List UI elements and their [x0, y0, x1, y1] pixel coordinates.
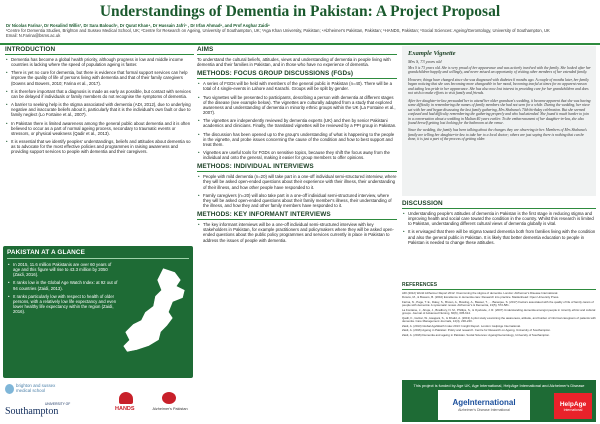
bsms-mark-icon [5, 384, 14, 394]
southampton-name: Southampton [5, 406, 59, 417]
vignette-title: Example Vignette [408, 50, 456, 57]
intro-bullet: • There is yet no cure for dementia, but there is evidence that formal support services can help improve the quality of life of persons living with dementia and that of their family caregivers (Downs and Bowers, 2010; Farina et al., 2017). [5, 70, 194, 85]
section-rule [197, 171, 397, 172]
fgd-heading: METHODS: FOCUS GROUP DISCUSSIONS (FGDs) [197, 70, 354, 78]
discussion-bullet: • Understanding people's attitudes of dementia in Pakistan is the first stage in reducing stigma and improving health and social care toward the condition in the country. Whilst this research is limited to Pakistan, understanding different cultural views of dementia globally is vital. [402, 211, 596, 226]
adi-name: Alzheimer's Disease International [458, 408, 510, 412]
section-rule [402, 208, 596, 209]
age-international-name: AgeInternational [452, 398, 516, 407]
methods-column [197, 46, 397, 246]
reference-item: Qadir, F., Gulzar, W., Haqqani, S., & Khalid, A. (2013) A pilot study examining the awareness, attitude, and burden of informal caregivers of patients with dementia. Care Management Journals, 14(4), 230-240. [402, 315, 596, 324]
section-rule [5, 54, 194, 55]
reference-item: Downs, M., & Bowers, B. (2010) Excellence in dementia care: Research into practice. Maidenhead: Open University Press. [402, 295, 560, 300]
poster-header [0, 0, 600, 44]
helpage-logo [554, 393, 592, 419]
discussion-bullet: • It is envisaged that there will be stigma toward dementia both from families living with the condition and also the general public in Pakistan. It is likely that better dementia education to people in Pakistan is needed to change these attitudes. [402, 229, 596, 244]
contact-email: Email: N.Farina@bsms.ac.uk [6, 33, 61, 38]
glance-heading: PAKISTAN AT A GLANCE [7, 249, 85, 256]
key-informant-heading: METHODS: KEY INFORMANT INTERVIEWS [197, 211, 331, 219]
intro-bullet: • It is therefore important that a diagnosis is made as early as possible, but contact with services can be delayed if individuals or family members do not recognise the symptoms of dementia. [5, 89, 194, 99]
glance-bullet: • It ranks particularly low with respect to health of older persons, with a relatively low life expectancy and even lower healthy life expectancy within the region (Zaidi, 2016). [7, 294, 119, 314]
fgd-bullet: • A series of FGDs will be held with members of the general public in Pakistan (n=40). There will be a total of 4 single-events in Lahore and Karachi. Groups will be split by gender. [197, 81, 397, 91]
fgd-bullet: • The discussion has been opened up to the group's understanding of what is happening to the people in the vignette, and probe issues concerning the cause of the condition and how to best support and treat them. [197, 132, 397, 147]
reference-item: Farina, N., Page, T. E., Daley, S., Brown, A., Bowling, A., Basset, T., ... Banerjee, S. (2017) Factors associated with the quality of life of family carers of people with dementia: A systematic review. Alzheimer's & Dementia, 13(5), 572-581. [402, 299, 594, 308]
author-block [6, 23, 596, 38]
discussion-heading: DISCUSSION [402, 200, 443, 207]
funding-footer [402, 380, 596, 422]
vignette-paragraph: However, things have changed since she was diagnosed with diabetes 6 months ago. A couple of months later, her family began noticing that she was becoming more changeable in her mood, becoming tearful at times for no apparent reason and taking less pride in her appearance. She has also now lost interest in providing care for her grandchildren and does not wish to make efforts to visit family and friends. [408, 77, 589, 96]
individual-bullet: • People with mild dementia (n=20) will take part in a one-off individual semi-structured interview, where they will be asked open-ended questions about their experience with their illness, their understanding of their illness, and how other people have responded to it. [197, 174, 397, 189]
helpage-name: HelpAge [559, 400, 587, 408]
aims-section [197, 46, 397, 67]
vignette-subtitle: Mrs S, 73 years old [408, 59, 442, 64]
aims-heading: AIMS [197, 46, 214, 53]
reference-item: La Fontaine, J., Ahuja, J., Bradbury, N. M., Phillips, S., & Oyebode, J. R. (2007) Understanding dementia amongst people in minority ethnic and cultural groups. Journal of Advanced Nursing, 60(6), 605-614. [402, 307, 596, 316]
references-section [402, 282, 596, 378]
reference-item: Zaidi, A. (2016) Dementia and ageing in Pakistan. Social Sciences: Ageing/Gerontology, University of Southampton. [402, 332, 550, 337]
southampton-prefix: UNIVERSITY OF [45, 402, 71, 406]
section-rule [197, 219, 397, 220]
affiliations: ¹Centre for Dementia Studies, Brighton and Sussex Medical School, UK; ²Centre for Research on Ageing, University of Southampton, UK; ³Aga Khan University, Pakistan; ⁴Alzheimer's Pakistan, Pakistan; ⁵HANDS, Pakistan; ⁶Social Sciences: Ageing/Gerontology, University of Southampton, UK [6, 28, 550, 33]
hands-logo [109, 390, 143, 420]
intro-bullet: • It is essential that we identify peoples' understandings, beliefs and attitudes about dementia so as to advocate for the most effective policies and programmes in raising awareness and providing support services to people with dementia and their caregivers. [5, 139, 194, 154]
glance-rule [7, 258, 189, 259]
intro-bullet: • In Pakistan there is limited awareness among the general public about dementia and it is often believed to occur as a part of normal ageing process, secondary to traumatic events or stressors, or physical weakness (Qadir et al., 2013). [5, 121, 194, 136]
individual-interviews-section [197, 163, 397, 208]
fgd-bullet: • Two vignettes will be presented to participants, describing a person with dementia at different stages of the disease (see example below). The vignettes are culturally adapted from a study that explored awareness and understanding of dementia in minority ethnic groups within the UK (La Fontaine et al., 2007). [197, 95, 397, 115]
bsms-logo [5, 382, 67, 398]
pakistan-glance-box [3, 246, 193, 378]
reference-item: ADI (2012) World Alzheimer Report 2012: Overcoming the stigma of dementia. London: Alzheimer's Disease International. [402, 291, 559, 295]
funding-statement: This project is funded by Age UK, Age International, HelpAge International and Alzheimer's Disease [413, 383, 585, 388]
example-vignette-box [402, 46, 596, 196]
section-rule [197, 54, 397, 55]
hands-name: HANDS [115, 406, 135, 412]
reference-item: Zaidi, A. (2013) Global AgeWatch Index 2013: Insight Report. London: HelpAge International. [402, 323, 521, 328]
alz-mark-icon [162, 392, 176, 404]
fgd-bullet: • Vignettes are useful tools for FGDs on sensitive topics, because they shift the focus away from the individual and onto the general, making it easier for group members to offer opinions. [197, 150, 397, 160]
poster-title: Understandings of Dementia in Pakistan: A Project Proposal [99, 3, 501, 20]
introduction-section [5, 46, 194, 248]
section-rule [197, 78, 397, 79]
vignette-body [408, 66, 592, 145]
helpage-sub: International [563, 407, 583, 412]
key-informant-bullet: • The key informant interviews will be a one-off individual semi-structured interview with key stakeholders in Pakistan, for example practitioners and policymakers where they will be asked open-ended questions about the public policy programmes and services currently in place in Pakistan to address the issues of people with dementia. [197, 222, 397, 242]
pakistan-map-icon [119, 266, 191, 356]
bsms-name: brighton and sussex medical school [16, 383, 56, 393]
individual-bullet: • Family caregivers (n=20) will also take part in a one-off individual semi-structured interview, where they will be asked open-ended questions about their family member's illness, their understanding of the illness, and how they and other family members have responded to it. [197, 193, 397, 208]
key-informant-section [197, 211, 397, 242]
alz-name: Alzheimer's Pakistan [152, 407, 188, 411]
fgd-bullet: • The vignettes are independently reviewed by dementia experts (UK) and then by senior Pakistani academics and clinicians. Finally, the translated vignettes will be reviewed by a PPI group in Pakistan. [197, 118, 397, 128]
author-list: Dr Nicolas Farina¹, Dr Rosalind Willis², Dr Sara Balouch³, Dr Qurat Khan⁴, Dr Hussain Jafri⁵ , Dr Irfan Ahmad⁶, and Prof Asghar Zaidi⁶ [6, 23, 270, 28]
vignette-paragraph: Since the wedding, the family has been talking about the changes they are observing in her. Members of Mrs Shabana's family are telling her daughter-in-law to take her to a local doctor; others are just saying there is nothing that can be done, it is just a part of the process of getting older. [408, 128, 587, 142]
glance-bullet: • In 2015, 11.6 million Pakistanis are over 60 years of age and this figure will rise to 43.3 million by 2050 (Zaidi, 2016). [7, 262, 119, 277]
discussion-section [402, 200, 596, 248]
fgd-section [197, 70, 397, 160]
partner-logos-left [3, 380, 193, 422]
glance-bullet: • It ranks low in the Global Age Watch Index: at 92 out of 94 countries (Zaidi, 2013). [7, 280, 119, 290]
introduction-heading: INTRODUCTION [5, 46, 56, 53]
southampton-logo [5, 402, 75, 420]
intro-bullet: • Dementia has become a global health priority, although progress in low and middle income countries is lacking where the speed of population ageing is faster. [5, 57, 194, 67]
alzheimers-pakistan-logo [149, 390, 191, 420]
hands-hand-icon [119, 392, 133, 404]
glance-list [7, 262, 119, 317]
age-international-logo [438, 390, 530, 420]
vignette-paragraph: Mrs S is 73 years old. She is very proud of her appearance and was actively involved with the family. She looked after her grandchildren happily and willingly, and never missed an opportunity of visiting other members of her extended family. [408, 66, 591, 75]
aims-text: To understand the cultural beliefs, attitudes, views and understanding of dementia in people living with dementia and their families in Pakistan, and in those who have no experience of dementia. [197, 57, 391, 68]
intro-bullet: • A barrier to seeking help is the stigma associated with dementia (ADI, 2012), due to underlying negative and inaccurate beliefs about it, particularly that it is the individual's own fault or due to family neglect (Lo Fortaine et al., 2007). [5, 102, 194, 117]
vignette-paragraph: After her daughter-in-law persuaded her to attend her older grandson's wedding, it became apparent that she was having some difficulty in remembering the names of family members she had not seen for a while. During the wedding, her niece sat with her and began discussing the last family gathering, Mrs Shabana's 70th birthday celebration. But she seemed confused and had difficulty remembering the gathering properly and who had attended. She found it much harder to join in a conversation about a wedding in Multan 40 years earlier. To the embarrassment of her daughter-in-law, she also found herself getting lost looking for the bathroom at the venue. [408, 98, 591, 125]
reference-item: Zaidi, A. (2016) Ageing in Pakistan: Policy and research. Centre for Research on Ageing, University of Southampton. [402, 328, 551, 333]
references-heading: REFERENCES [402, 282, 438, 288]
section-rule [402, 289, 596, 290]
header-rule [0, 43, 600, 45]
individual-heading: METHODS: INDIVIDUAL INTERVIEWS [197, 163, 314, 171]
